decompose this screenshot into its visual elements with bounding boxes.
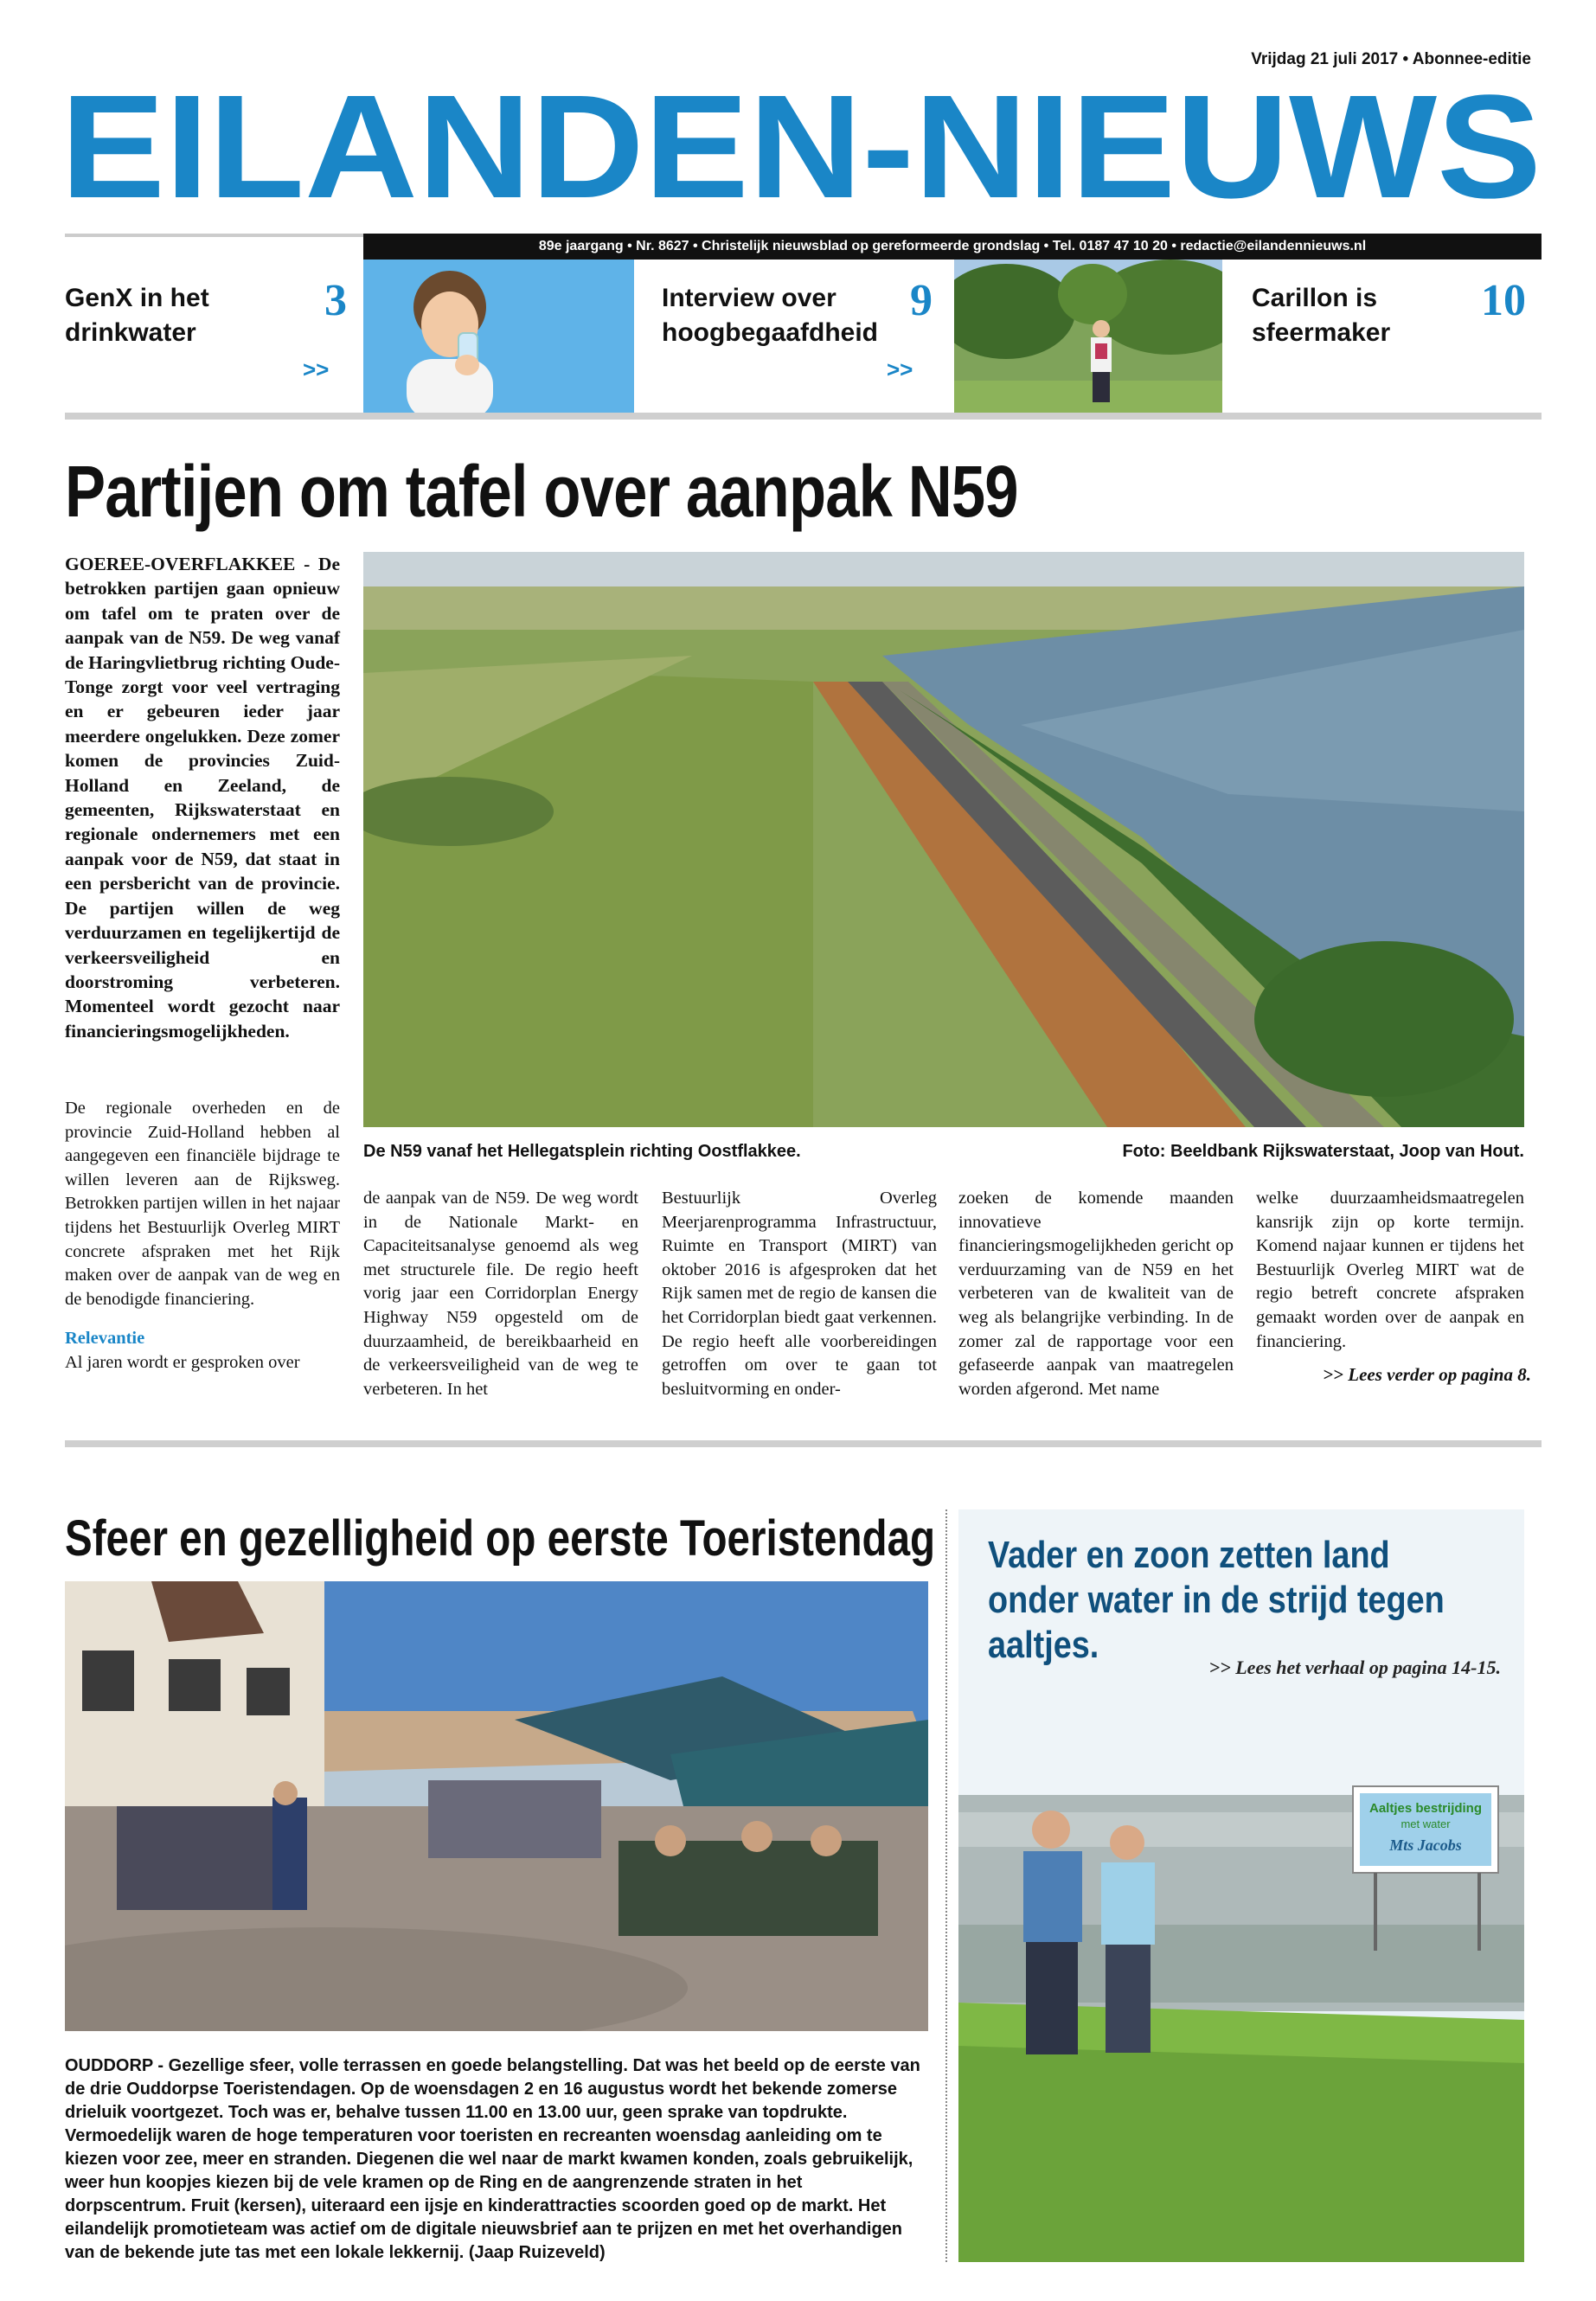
teaser-3-photo[interactable] [954, 260, 1222, 413]
masthead-title: EILANDEN-NIEUWS [61, 87, 1542, 208]
article1-col0-text: De regionale overheden en de provincie Zuid-Holland hebben al aangegeven een financiële bijdrage te willen leveren aan de Rijksweg. Betrokken partijen willen in het najaar tijdens het Bestuurlijk Overleg MIRT concrete afspraken met het Rijk maken over de aanpak van de weg en de benodigde financiering. [65, 1099, 340, 1309]
teaser-2-line2: hoogbegaafdheid [662, 318, 878, 347]
teaser-1-arrow[interactable]: >> [303, 356, 330, 382]
dateline: Vrijdag 21 juli 2017 • Abonnee-editie [1251, 50, 1531, 68]
article3-headline[interactable]: Vader en zoon zetten land onder water in de strijd tegen aaltjes. [988, 1534, 1445, 1666]
teaser-2-arrow[interactable]: >> [887, 356, 913, 382]
teaser-3-line2: sfeermaker [1252, 318, 1391, 347]
teaser-1-line2: drinkwater [65, 318, 196, 347]
article1-col0 [65, 1097, 340, 1375]
article1-col2: Bestuurlijk Overleg Meerjarenprogramma Infrastructuur, Ruimte en Transport (MIRT) van oktober 2016 is afgesproken dat het Rijk samen met de regio de kansen die het Corridorplan biedt gaat verkennen. De regio heeft alle voorbereidingen getroffen om over te gaan tot besluitvorming en onder- [662, 1189, 937, 1399]
teaser-1-photo[interactable] [363, 260, 634, 413]
teaser-divider [65, 413, 1542, 420]
sign-line2: met water [1401, 1817, 1451, 1830]
teaser-2-page: 9 [910, 276, 933, 325]
teaser-3-title[interactable] [1252, 281, 1390, 350]
article1-photo-caption: De N59 vanaf het Hellegatsplein richting Oostflakkee. [363, 1142, 801, 1161]
section-divider [65, 1440, 1542, 1447]
article1-photo-credit: Foto: Beeldbank Rijkswaterstaat, Joop van Hout. [1122, 1142, 1524, 1161]
article1-col1: de aanpak van de N59. De weg wordt in de Nationale Markt- en Capaciteitsanalyse genoemd als weg met structurele file. De regio heeft vorig jaar een Corridorplan Energy Highway N59 opgesteld om de duurzaamheid, de bereikbaarheid en de verkeersveiligheid van de weg te verbeteren. In het [363, 1189, 638, 1399]
column-divider [945, 1509, 947, 2262]
teaser-1-line1: GenX in het [65, 284, 209, 312]
article1-col3: zoeken de komende maanden innovatieve financieringsmogelijkheden gericht op verduurzaming van de N59 en het verbeteren van de kwaliteit van de weg als belangrijke verbinding. In de zomer zal de rapportage voor een gefaseerde aanpak van maatregelen worden afgerond. Met name [958, 1189, 1234, 1399]
article1-lead: GOEREE-OVERFLAKKEE - De betrokken partijen gaan opnieuw om tafel om te praten over de aanpak van de N59. De weg vanaf de Haringvlietbrug richting Oude-Tonge zorgt voor veel vertraging en er gebeuren ieder jaar meerdere ongelukken. Deze zomer komen de provincies Zuid-Holland en Zeeland, de gemeenten, Rijkswaterstaat en regionale ondernemers met een aanpak voor de N59, dat staat in een persbericht van de provincie. De partijen willen de weg verduurzamen en tegelijkertijd de verkeersveiligheid en doorstroming verbeteren. Momenteel wordt gezocht naar financieringsmogelijkheden. [65, 554, 340, 1042]
sign-line3: Mts Jacobs [1389, 1836, 1462, 1854]
article1-col4: welke duurzaamheidsmaatregelen kansrijk zijn op korte termijn. Komend najaar kunnen er tijdens het Bestuurlijk Overleg MIRT wat de regio betreft concrete afspraken gemaakt worden over de aanpak en financiering. [1256, 1189, 1524, 1351]
article2-caption: OUDDORP - Gezellige sfeer, volle terrassen en goede belangstelling. Dat was het beeld op de eerste van de drie Ouddorpse Toeristendagen. Op de woensdagen 2 en 16 augustus wordt het bekende zomerse drieluik voortgezet. Toch was er, behalve tussen 11.00 en 13.00 uur, geen sprake van topdrukte. Vermoedelijk waren de hoge temperaturen voor toeristen en recreanten woensdag aanleiding om te kiezen voor zee, meer en stranden. Diegenen die wel naar de markt kwamen konden, zoals gebruikelijk, weer hun koopjes kiezen bij de vele kramen op de Ring en de aangrenzende straten in het dorpscentrum. Fruit (kersen), uiteraard een ijsje en kinderattracties scoorden goed op de markt. Het eilandelijk promotieteam was actief om de digitale nieuwsbrief aan te prijzen en met het overhandigen van de bekende jute tas met een lokale lekkernij. (Jaap Ruizeveld) [65, 2056, 920, 2262]
article1-continued-link[interactable]: >> Lees verder op pagina 8. [1323, 1364, 1531, 1385]
masthead-logo [61, 87, 1542, 208]
infobar-left-rule [65, 234, 363, 260]
teaser-2-line1: Interview over [662, 284, 836, 312]
teaser-2-title[interactable] [662, 281, 878, 350]
sign-line1: Aaltjes bestrijding [1368, 1801, 1483, 1816]
article1-col0-after: Al jaren wordt er gesproken over [65, 1352, 300, 1372]
teaser-1-title[interactable] [65, 281, 209, 350]
article1-photo[interactable] [363, 552, 1524, 1127]
article2-headline[interactable]: Sfeer en gezelligheid op eerste Toeristendag [65, 1510, 936, 1567]
article1-subhead: Relevantie [65, 1329, 145, 1349]
article3-reference-link[interactable]: >> Lees het verhaal op pagina 14-15. [1208, 1657, 1501, 1678]
teaser-3-page: 10 [1481, 276, 1526, 325]
teaser-1-page: 3 [324, 276, 347, 325]
article1-headline[interactable]: Partijen om tafel over aanpak N59 [65, 451, 1018, 532]
teaser-3-line1: Carillon is [1252, 284, 1378, 312]
article2-photo[interactable] [65, 1581, 928, 2031]
infobar: 89e jaargang • Nr. 8627 • Christelijk nieuwsblad op gereformeerde grondslag • Tel. 0187 47 10 20 • redactie@eilandennieuws.nl [363, 234, 1542, 260]
